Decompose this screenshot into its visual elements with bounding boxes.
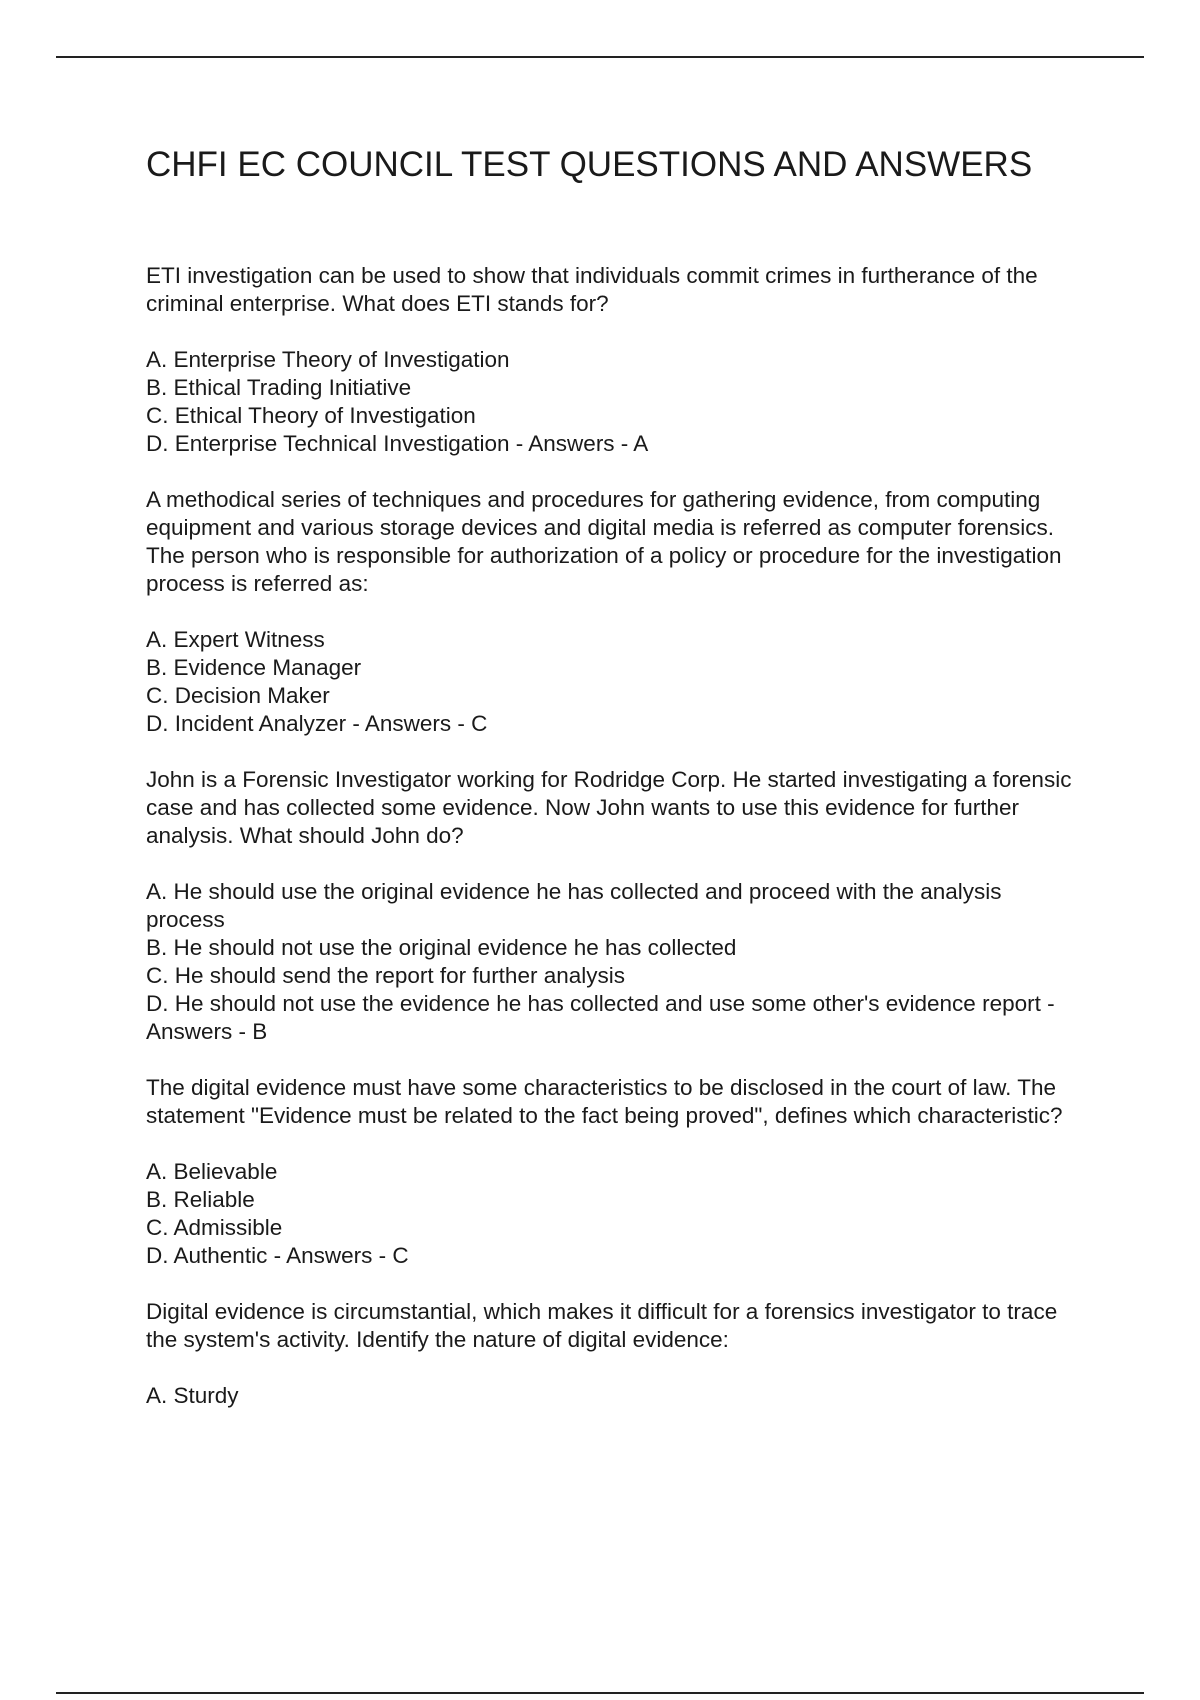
top-divider: [56, 56, 1144, 58]
answer-option: B. He should not use the original evidence he has collected: [146, 935, 737, 960]
document-title: CHFI EC COUNCIL TEST QUESTIONS AND ANSWERS: [146, 145, 1033, 184]
answer-option: A. Expert Witness: [146, 627, 325, 652]
question-text: ETI investigation can be used to show that individuals commit crimes in furtherance of the criminal enterprise. What does ETI stands for?: [146, 263, 1038, 316]
answer-option: D. Enterprise Technical Investigation - Answers - A: [146, 431, 649, 456]
answer-option: C. Ethical Theory of Investigation: [146, 403, 476, 428]
answer-option: D. Incident Analyzer - Answers - C: [146, 711, 488, 736]
answer-option: C. He should send the report for further analysis: [146, 963, 625, 988]
question-4: [146, 1074, 1086, 1270]
answer-option: A. Believable: [146, 1159, 278, 1184]
question-2: [146, 486, 1086, 738]
bottom-divider: [56, 1692, 1144, 1694]
question-3: [146, 766, 1086, 1046]
question-text: John is a Forensic Investigator working for Rodridge Corp. He started investigating a forensic case and has collected some evidence. Now John wants to use this evidence for further analysis. What should John do?: [146, 767, 1072, 848]
answer-option: D. Authentic - Answers - C: [146, 1243, 409, 1268]
question-text: Digital evidence is circumstantial, which makes it difficult for a forensics investigator to trace the system's activity. Identify the nature of digital evidence:: [146, 1299, 1058, 1352]
answer-option: B. Ethical Trading Initiative: [146, 375, 412, 400]
answer-option: A. Enterprise Theory of Investigation: [146, 347, 510, 372]
answer-option: A. He should use the original evidence he has collected and proceed with the analysis process: [146, 879, 1002, 932]
answer-option: D. He should not use the evidence he has collected and use some other's evidence report - Answers - B: [146, 991, 1055, 1044]
answer-option: A. Sturdy: [146, 1383, 239, 1408]
document-body: [146, 140, 1086, 1438]
answer-option: C. Decision Maker: [146, 683, 330, 708]
answer-option: C. Admissible: [146, 1215, 283, 1240]
answer-option: B. Reliable: [146, 1187, 255, 1212]
question-1: [146, 262, 1086, 458]
question-list: [146, 262, 1086, 1410]
question-text: A methodical series of techniques and procedures for gathering evidence, from computing equipment and various storage devices and digital media is referred as computer forensics. The person who is responsible for authorization of a policy or procedure for the investigation process is referred as:: [146, 487, 1062, 596]
question-text: The digital evidence must have some characteristics to be disclosed in the court of law. The statement "Evidence must be related to the fact being proved", defines which characteristic?: [146, 1075, 1063, 1128]
question-5: [146, 1298, 1086, 1410]
answer-option: B. Evidence Manager: [146, 655, 362, 680]
